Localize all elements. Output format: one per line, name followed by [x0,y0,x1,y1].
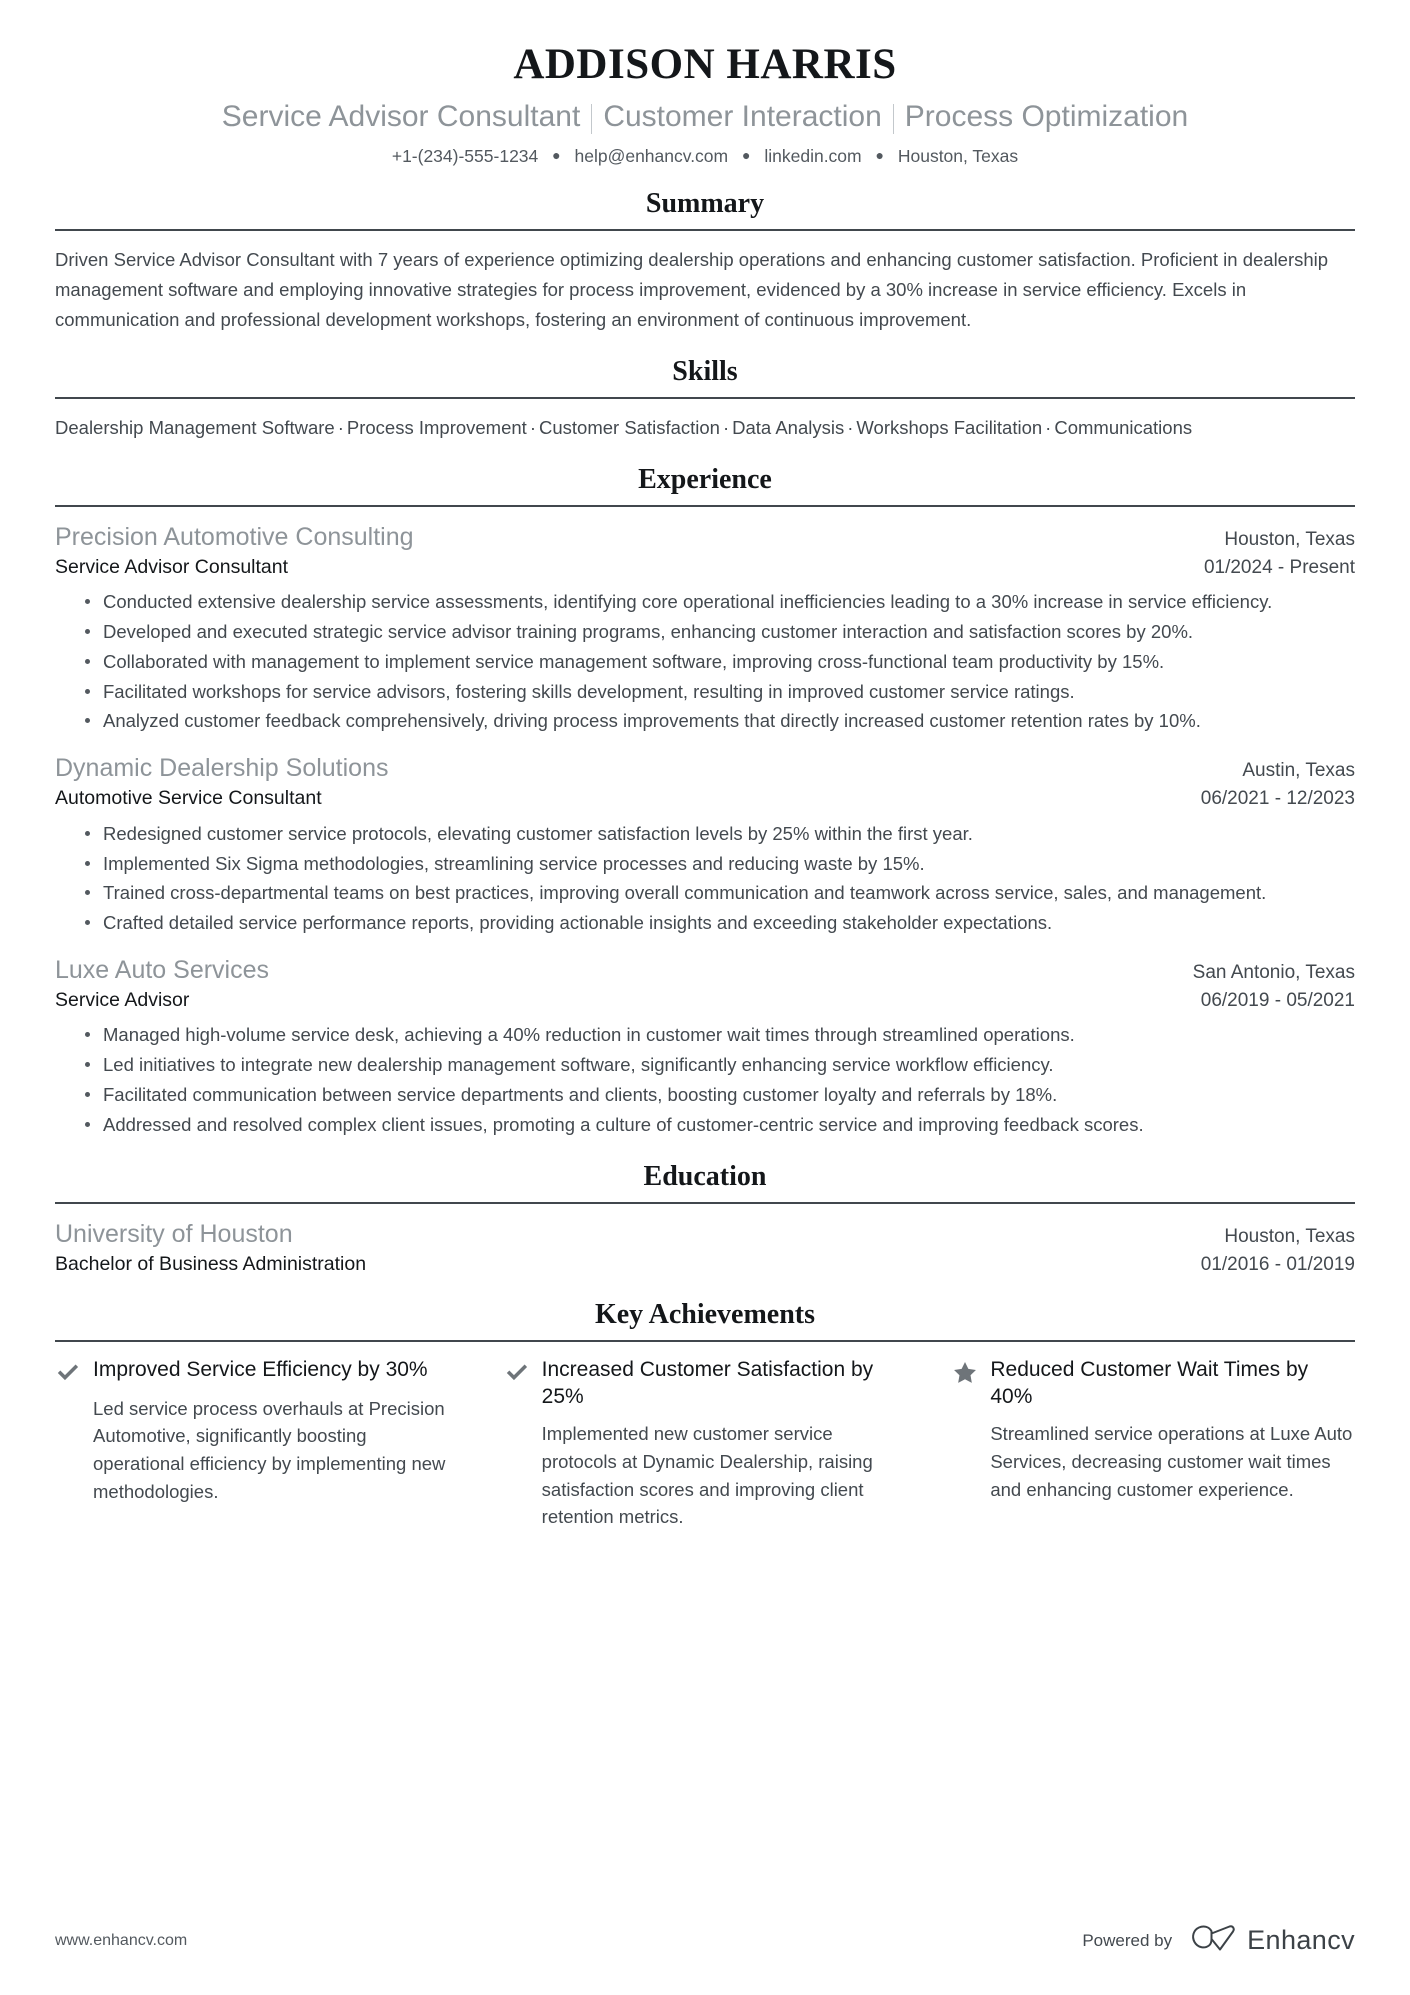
experience-organization: Luxe Auto Services [55,956,270,985]
achievement-card [952,1356,1355,1531]
responsibility-item: Implemented Six Sigma methodologies, streamlining service processes and reducing waste by 15%. [85,850,1355,879]
achievement-description: Implemented new customer service protocols at Dynamic Dealership, raising satisfaction scores and improving client retention metrics. [541,1423,873,1528]
education-organization: University of Houston [55,1219,293,1248]
section-title-skills: Skills [672,356,738,388]
headline [55,99,1355,135]
bullet-separator-icon: ● [552,146,561,163]
skill-separator-icon: · [847,416,854,438]
experience-entry-list [55,521,1355,1140]
contact-phone: +1-(234)-555-1234 [391,145,539,166]
education-entry-list [55,1218,1355,1278]
experience-entry [55,954,1355,1140]
section-summary [55,189,1355,335]
section-education [55,1162,1355,1278]
skill-separator-icon: · [529,416,536,438]
achievement-title: Reduced Customer Wait Times by 40% [990,1357,1309,1409]
experience-location: San Antonio, Texas [1192,962,1355,984]
achievement-header [55,1356,458,1386]
check-icon [504,1360,530,1386]
responsibility-item: Facilitated communication between service departments and clients, boosting customer loyalty and referrals by 18%. [85,1081,1355,1110]
entry-subheader-row [55,1251,1355,1278]
responsibility-item: Analyzed customer feedback comprehensively, driving process improvements that directly increased customer retention rates by 10%. [85,707,1355,736]
responsibility-item: Led initiatives to integrate new dealership management software, significantly enhancing service workflow efficiency. [85,1051,1355,1080]
experience-entry [55,752,1355,938]
enhancv-logo-icon [1190,1924,1236,1957]
section-rule [55,505,1355,507]
responsibility-item: Trained cross-departmental teams on best practices, improving overall communication and teamwork across service, sales, and management. [85,879,1355,908]
section-experience [55,465,1355,1140]
experience-location: Houston, Texas [1224,528,1355,550]
bullet-separator-icon: ● [742,146,751,163]
experience-organization: Dynamic Dealership Solutions [55,754,389,783]
powered-by-label: Powered by [1082,1930,1173,1950]
contact-line [55,145,1355,168]
education-title: Bachelor of Business Administration [55,1252,367,1275]
entry-header-row [55,521,1355,554]
education-dates: 01/2016 - 01/2019 [1200,1253,1355,1275]
check-icon [55,1360,81,1386]
section-title-education: Education [643,1160,767,1192]
achievement-title: Increased Customer Satisfaction by 25% [541,1357,874,1409]
responsibility-item: Crafted detailed service performance reports, providing actionable insights and exceeding stakeholder expectations. [85,909,1355,938]
experience-dates: 01/2024 - Present [1203,556,1355,578]
skill-separator-icon: · [337,416,344,438]
experience-title: Service Advisor [55,989,190,1012]
headline-divider [893,104,894,134]
enhancv-brand [1190,1924,1355,1957]
star-icon [952,1360,978,1386]
achievement-card [504,1356,907,1531]
section-rule [55,229,1355,231]
experience-location: Austin, Texas [1242,760,1355,782]
bullet-separator-icon: ● [875,146,884,163]
achievement-header [504,1356,907,1411]
experience-title: Service Advisor Consultant [55,555,289,578]
contact-email[interactable]: help@enhancv.com [574,145,729,166]
entry-header-row [55,752,1355,785]
section-title-summary: Summary [645,188,765,220]
education-entry [55,1218,1355,1278]
responsibility-item: Conducted extensive dealership service assessments, identifying core operational inefficiencies leading to a 30% increase in service efficiency. [85,588,1355,617]
achievement-header [952,1356,1355,1411]
skill-item: Communications [1054,416,1193,438]
section-rule [55,1340,1355,1342]
section-rule [55,397,1355,399]
experience-entry [55,521,1355,737]
section-key-achievements [55,1300,1355,1531]
skill-item: Data Analysis [732,416,845,438]
entry-subheader-row [55,785,1355,812]
skill-item: Workshops Facilitation [856,416,1043,438]
resume-header [55,40,1355,167]
experience-dates: 06/2019 - 05/2021 [1200,990,1355,1012]
entry-header-row [55,954,1355,987]
contact-linkedin[interactable]: linkedin.com [764,145,862,166]
education-location: Houston, Texas [1224,1225,1355,1247]
skill-separator-icon: · [1045,416,1052,438]
responsibility-item: Managed high-volume service desk, achieving a 40% reduction in customer wait times through streamlined operations. [85,1021,1355,1050]
footer-brand-area [1082,1924,1355,1957]
experience-dates: 06/2021 - 12/2023 [1200,788,1355,810]
responsibility-item: Developed and executed strategic service advisor training programs, enhancing customer interaction and satisfaction scores by 20%. [85,618,1355,647]
headline-divider [591,104,592,134]
section-skills [55,357,1355,443]
section-rule [55,1202,1355,1204]
skill-item: Process Improvement [346,416,527,438]
entry-subheader-row [55,987,1355,1014]
responsibility-item: Redesigned customer service protocols, elevating customer satisfaction levels by 25% within the first year. [85,820,1355,849]
responsibility-list [55,820,1355,938]
responsibility-item: Collaborated with management to implement service management software, improving cross-functional team productivity by 15%. [85,648,1355,677]
entry-header-row [55,1218,1355,1251]
page-footer [55,1924,1355,1957]
responsibility-list [55,1021,1355,1139]
achievement-grid [55,1356,1355,1531]
footer-website-link[interactable]: www.enhancv.com [55,1931,188,1949]
responsibility-item: Facilitated workshops for service advisors, fostering skills development, resulting in improved customer service ratings. [85,678,1355,707]
entry-subheader-row [55,554,1355,581]
achievement-card [55,1356,458,1531]
enhancv-wordmark: Enhancv [1247,1925,1355,1955]
section-title-key-achievements: Key Achievements [594,1298,816,1330]
contact-location: Houston, Texas [897,145,1019,166]
skills-list [55,413,1355,443]
achievement-description: Streamlined service operations at Luxe Auto Services, decreasing customer wait times and enhancing customer experience. [990,1423,1353,1500]
headline-part-2: Customer Interaction [603,99,882,133]
skill-separator-icon: · [722,416,730,438]
headline-part-3: Process Optimization [904,99,1189,133]
headline-part-1: Service Advisor Consultant [221,99,581,133]
responsibility-item: Addressed and resolved complex client issues, promoting a culture of customer-centric service and improving feedback scores. [85,1111,1355,1140]
skill-item: Dealership Management Software [55,416,335,438]
responsibility-list [55,588,1355,736]
section-title-experience: Experience [638,463,772,495]
page-title: ADDISON HARRIS [513,41,897,88]
achievement-description: Led service process overhauls at Precision Automotive, significantly boosting operational efficiency by implementing new methodologies. [93,1397,446,1502]
skill-item: Customer Satisfaction [539,416,720,438]
summary-text: Driven Service Advisor Consultant with 7 years of experience optimizing dealership operations and enhancing customer satisfaction. Proficient in dealership management software and employing innovative strategies for process improvement, evidenced by a 30% increase in service efficiency. Excels in communication and professional development workshops, fostering an environment of continuous improvement. [55,249,1329,331]
experience-title: Automotive Service Consultant [55,787,322,810]
achievement-title: Improved Service Efficiency by 30% [93,1357,428,1381]
experience-organization: Precision Automotive Consulting [55,522,414,551]
